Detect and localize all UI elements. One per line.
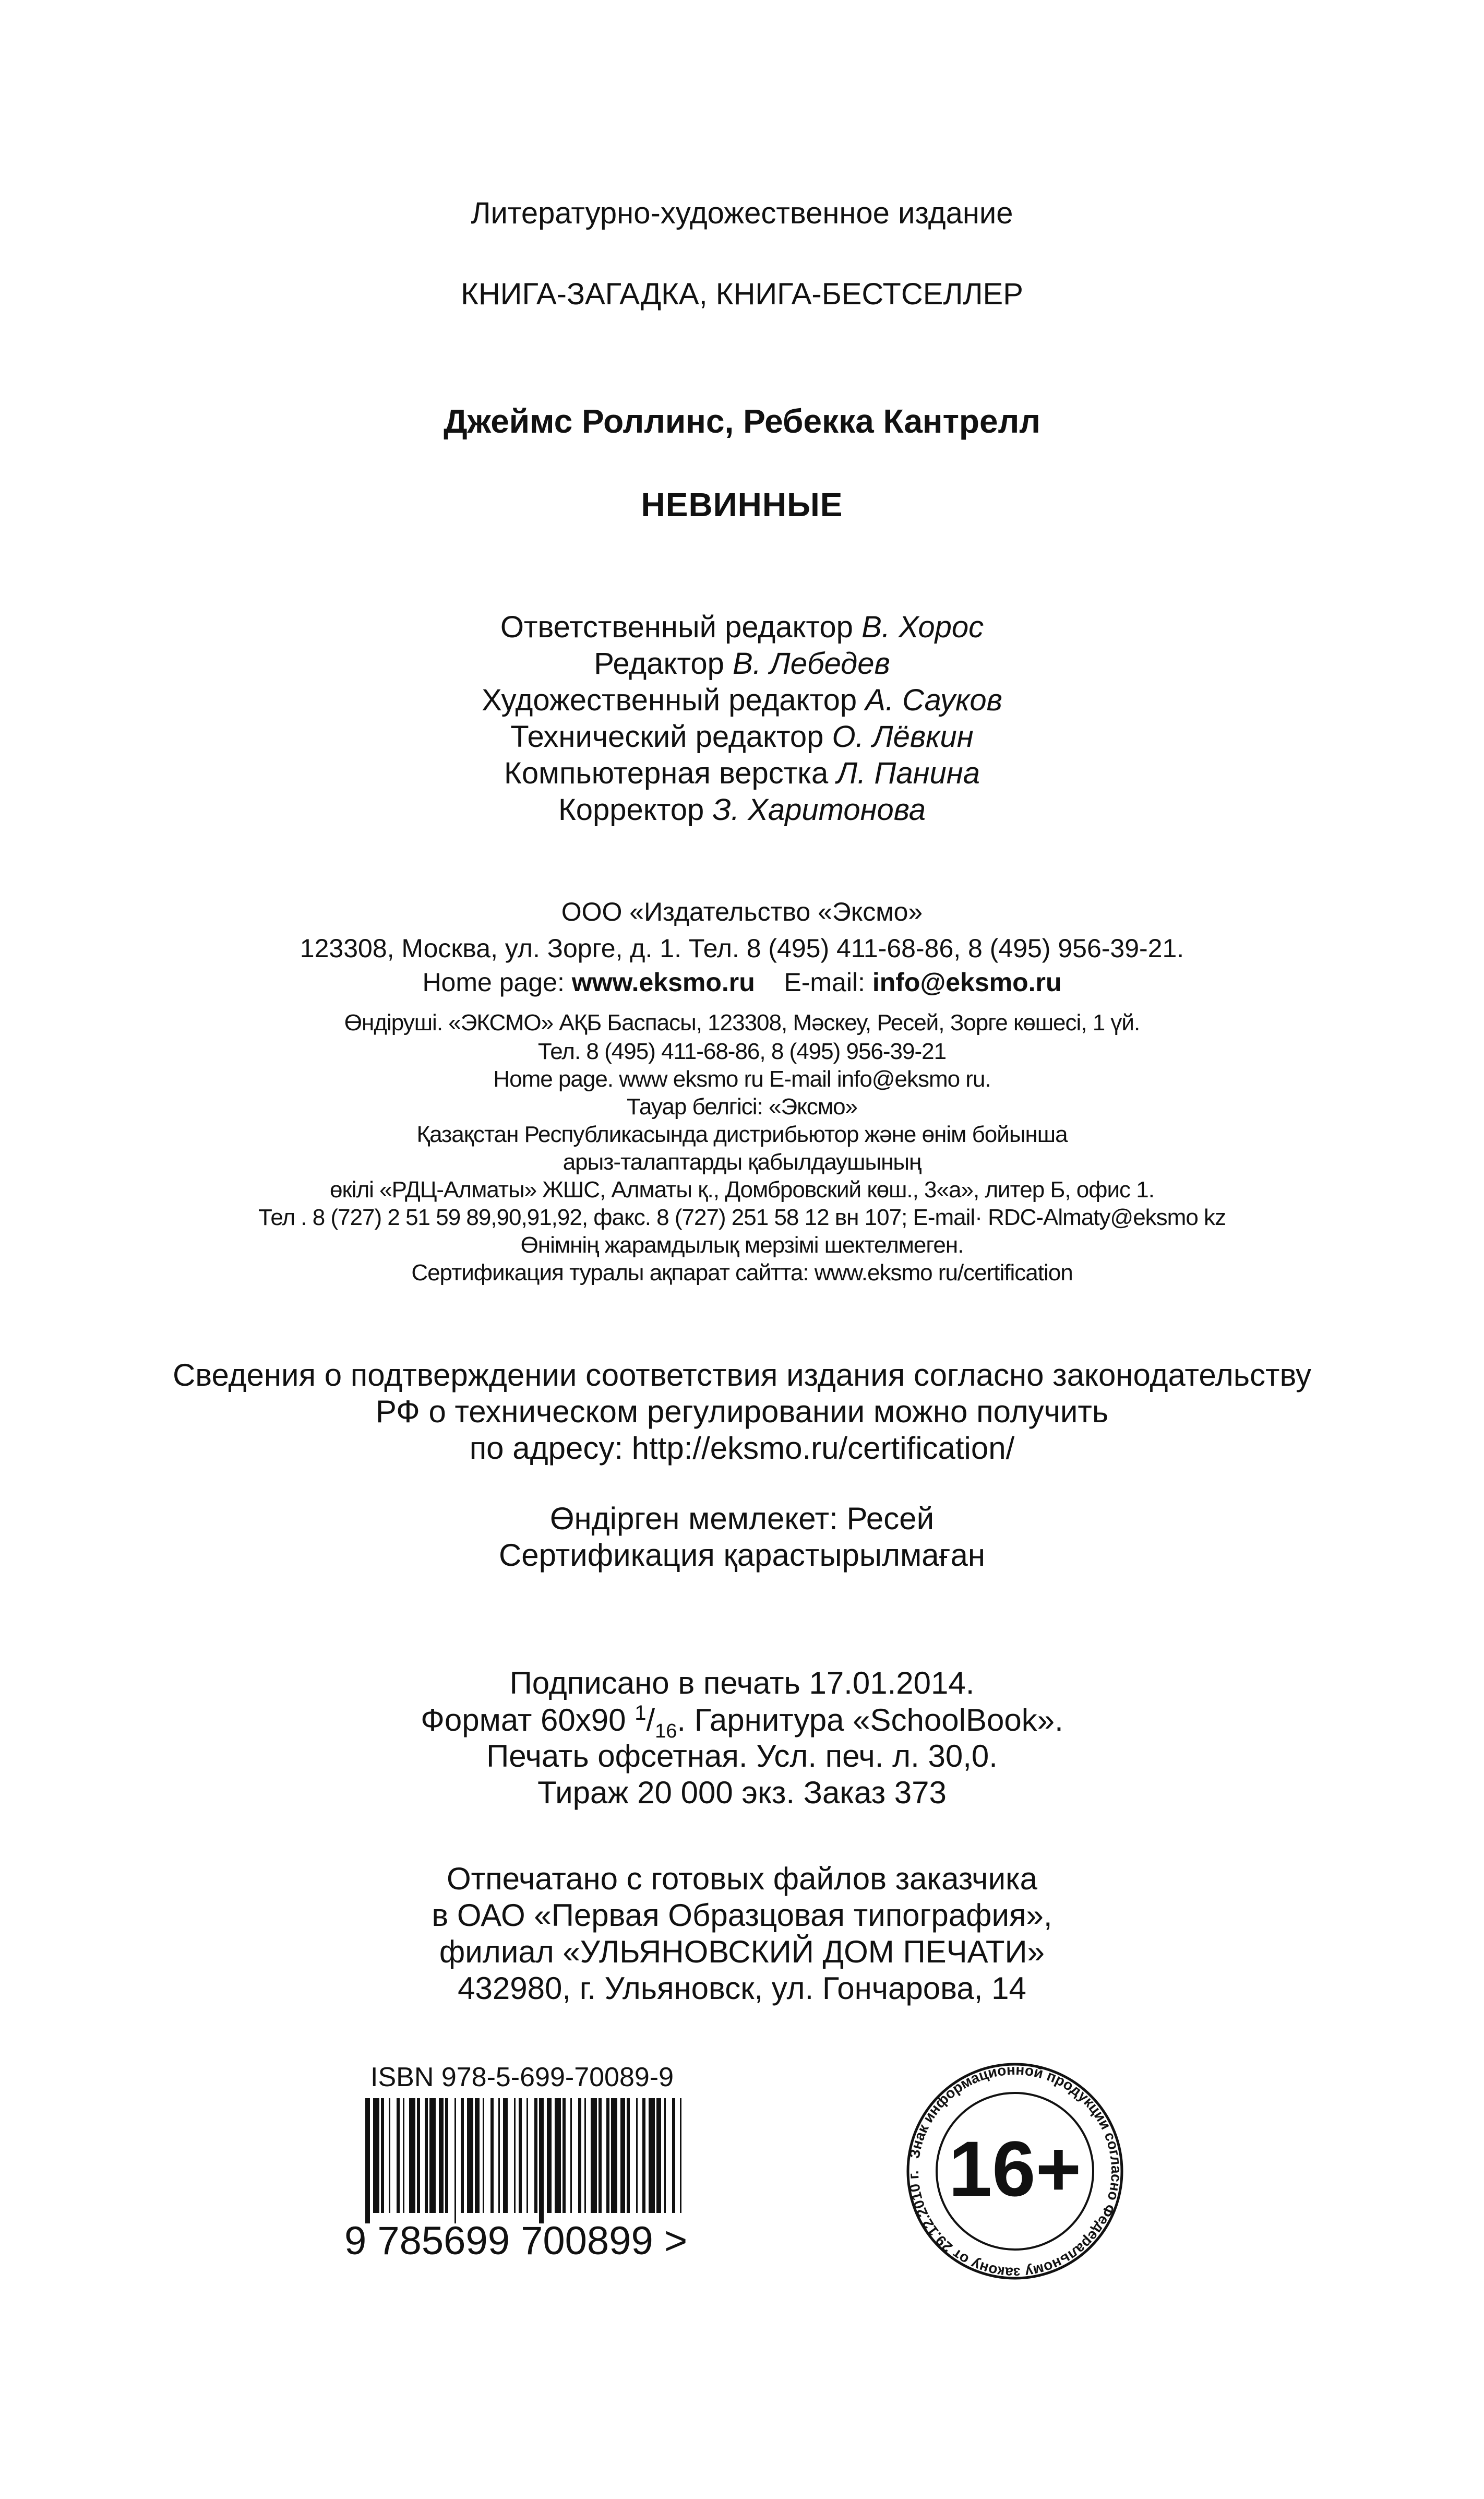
barcode-bar — [649, 2098, 655, 2213]
credit-line — [0, 646, 1484, 681]
kazakh-line: Home page. www eksmo ru E-mail info@eksmo ru. — [493, 1066, 991, 1092]
credit-person: В. Лебедев — [733, 647, 890, 681]
barcode-bar — [498, 2098, 500, 2213]
barcode-bar — [475, 2098, 480, 2213]
printer-line: Отпечатано с готовых файлов заказчика — [446, 1861, 1038, 1896]
barcode-bar — [627, 2098, 630, 2213]
kazakh-line: Сертификация туралы ақпарат сайтта: www.eksmo ru/certification — [411, 1260, 1073, 1286]
barcode-bar — [680, 2098, 681, 2213]
barcode-bar — [503, 2098, 508, 2213]
barcode-bar — [563, 2098, 566, 2213]
age-rating-value: 16+ — [948, 2125, 1082, 2212]
certification-line: Сведения о подтверждении соответствия издания согласно законодательству — [172, 1358, 1312, 1393]
credit-line — [0, 756, 1484, 791]
print-signed: Подписано в печать 17.01.2014. — [509, 1665, 975, 1700]
barcode-bar — [429, 2098, 436, 2213]
barcode-bar — [539, 2098, 544, 2223]
publisher-contacts — [0, 967, 1484, 997]
barcode-bar — [570, 2098, 572, 2213]
barcode-bar — [534, 2098, 537, 2213]
format-denominator: 16 — [655, 1720, 677, 1742]
barcode-bar — [526, 2098, 528, 2213]
barcode-bar — [403, 2098, 404, 2213]
format-suffix: . Гарнитура «SchoolBook». — [677, 1703, 1063, 1738]
print-run: Тираж 20 000 экз. Заказ 373 — [537, 1775, 947, 1810]
barcode-bar — [642, 2098, 645, 2213]
credit-person: А. Сауков — [865, 683, 1002, 717]
kazakh-line: Өнімнің жарамдылық мерзімі шектелмеген. — [520, 1232, 964, 1258]
barcode-bar — [514, 2098, 516, 2213]
printer-line: в ОАО «Первая Образцовая типография», — [432, 1898, 1052, 1933]
credit-role: Корректор — [558, 793, 704, 827]
format-numerator: 1 — [635, 1701, 647, 1724]
credit-line — [0, 610, 1484, 645]
barcode-bar — [636, 2098, 638, 2213]
barcode-icon — [365, 2098, 689, 2223]
barcode-bar — [439, 2098, 444, 2213]
barcode-bar — [409, 2098, 415, 2213]
barcode-bar — [599, 2098, 602, 2213]
credit-line — [0, 792, 1484, 827]
email-link[interactable]: info@eksmo.ru — [872, 968, 1062, 997]
kazakh-line: Тауар белгісі: «Эксмо» — [626, 1094, 858, 1120]
print-method: Печать офсетная. Усл. печ. л. 30,0. — [486, 1739, 998, 1774]
barcode-bar — [454, 2098, 456, 2223]
barcode-bar — [584, 2098, 586, 2213]
kazakh-line: арыз-талаптарды қабылдаушының — [563, 1149, 921, 1175]
age-rating-seal — [887, 2059, 1143, 2283]
email-label: E-mail: — [784, 968, 865, 997]
credit-role: Ответственный редактор — [500, 610, 853, 644]
origin-line: Өндірген мемлекет: Ресей — [549, 1501, 935, 1536]
barcode-bar — [461, 2098, 464, 2213]
kazakh-line: Өндіруші. «ЭКСМО» АҚБ Баспасы, 123308, Мәскеу, Ресей, Зорге көшесі, 1 үй. — [344, 1010, 1140, 1036]
barcode-bar — [672, 2098, 675, 2213]
barcode-bar — [365, 2098, 370, 2223]
barcode-bar — [606, 2098, 609, 2213]
homepage-link[interactable]: www.eksmo.ru — [571, 968, 755, 997]
barcode-bar — [389, 2098, 390, 2213]
barcode-bar — [578, 2098, 581, 2213]
barcode-bar — [620, 2098, 625, 2213]
printer-line: 432980, г. Ульяновск, ул. Гончарова, 14 — [458, 1971, 1026, 2006]
barcode-bar — [547, 2098, 552, 2213]
edition-type: Литературно-художественное издание — [471, 196, 1013, 230]
age-rating-stamp-icon — [887, 2059, 1143, 2283]
barcode-bar — [425, 2098, 428, 2213]
barcode-bar — [417, 2098, 420, 2213]
barcode-bar — [467, 2098, 473, 2213]
isbn-block — [334, 2062, 699, 2263]
publisher-address: 123308, Москва, ул. Зорге, д. 1. Тел. 8 (495) 411-68-86, 8 (495) 956-39-21. — [300, 934, 1184, 963]
kazakh-line: өкілі «РДЦ-Алматы» ЖШС, Алматы қ., Домбровский көш., 3«а», литер Б, офис 1. — [330, 1177, 1154, 1203]
kazakh-line: Тел . 8 (727) 2 51 59 89,90,91,92, факс. 8 (727) 251 58 12 вн 107; E-mail· RDC-Almaty@eksmo kz — [258, 1205, 1226, 1230]
barcode-bar — [483, 2098, 484, 2213]
isbn-number: ISBN 978-5-699-70089-9 — [370, 2062, 674, 2092]
series-name: КНИГА-ЗАГАДКА, КНИГА-БЕСТСЕЛЛЕР — [461, 277, 1023, 311]
print-format: Формат 60х90 $^1/_{16}$. Гарнитура «SchoolBook». — [421, 1701, 1063, 1742]
barcode-bar — [445, 2098, 448, 2213]
barcode-bar — [664, 2098, 666, 2213]
credit-person: Л. Панина — [836, 756, 980, 790]
barcode-bar — [397, 2098, 400, 2213]
barcode-bar — [519, 2098, 522, 2213]
credit-line — [0, 719, 1484, 754]
credit-role: Художественный редактор — [482, 683, 857, 717]
certification-line: РФ о техническом регулировании можно получить — [375, 1394, 1109, 1429]
barcode-digits: 9 785699 700899 > — [344, 2219, 688, 2263]
barcode-bar — [656, 2098, 661, 2213]
seal-ring-text: Знак информационной продукции согласно Федеральному закону от 29.12.2010 г. — [905, 2061, 1125, 2281]
barcode-bar — [490, 2098, 494, 2213]
origin-line: Сертификация қарастырылмаған — [498, 1538, 986, 1573]
book-title: НЕВИННЫЕ — [641, 486, 843, 523]
barcode-bar — [591, 2098, 597, 2213]
kazakh-line: Тел. 8 (495) 411-68-86, 8 (495) 956-39-21 — [537, 1039, 947, 1064]
credit-role: Редактор — [594, 647, 724, 681]
barcode-bar — [555, 2098, 561, 2213]
kazakh-line: Қазақстан Республикасында дистрибьютор және өнім бойынша — [416, 1122, 1068, 1147]
barcode-bar — [381, 2098, 384, 2213]
credit-role: Технический редактор — [510, 720, 824, 754]
credit-person: З. Харитонова — [712, 793, 926, 827]
barcode-bar — [373, 2098, 379, 2213]
certification-line: по адресу: http://eksmo.ru/certification/ — [469, 1431, 1015, 1466]
barcode-bar — [611, 2098, 617, 2213]
credit-person: О. Лёвкин — [832, 720, 974, 754]
credit-person: В. Хорос — [861, 610, 984, 644]
book-authors: Джеймс Роллинс, Ребекка Кантрелл — [444, 402, 1040, 440]
credit-role: Компьютерная верстка — [504, 756, 829, 790]
format-prefix: Формат 60х90 — [421, 1703, 635, 1738]
homepage-label: Home page: — [422, 968, 565, 997]
printer-line: филиал «УЛЬЯНОВСКИЙ ДОМ ПЕЧАТИ» — [439, 1934, 1045, 1969]
publisher-name: ООО «Издательство «Эксмо» — [561, 897, 923, 926]
credit-line — [0, 683, 1484, 718]
